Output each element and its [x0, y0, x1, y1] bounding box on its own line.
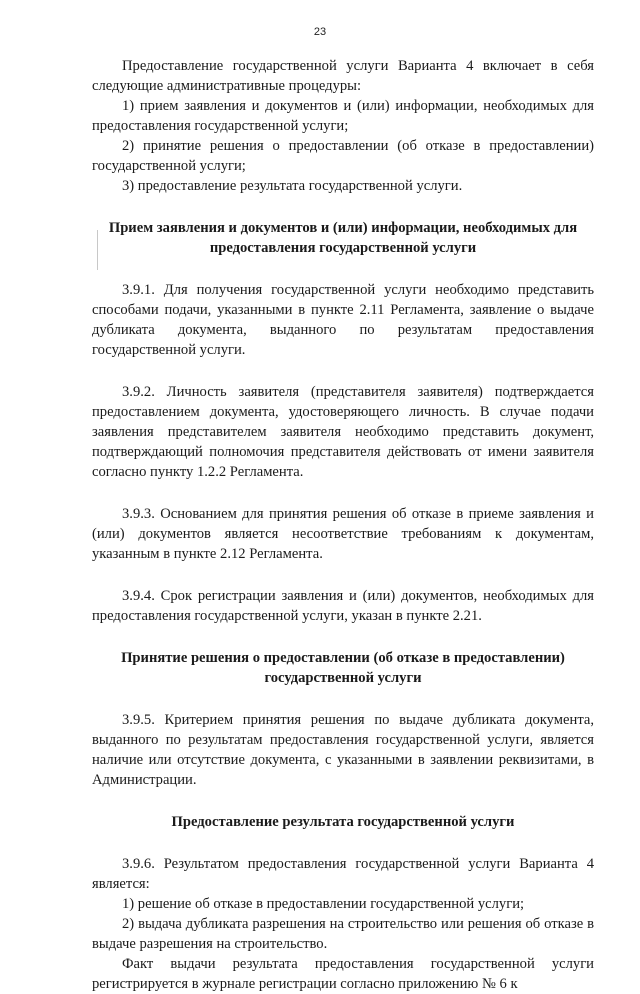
document-body — [92, 56, 594, 994]
intro-item-1: 1) прием заявления и документов и (или) информации, необходимых для предоставления государственной услуги; — [92, 98, 594, 134]
section-heading-decision: Принятие решения о предоставлении (об отказе в предоставлении) государственной услуги — [121, 650, 565, 686]
paragraph-3-9-5: 3.9.5. Критерием принятия решения по выдаче дубликата документа, выданного по результатам предоставления государственной услуги, является наличие или отсутствие документа, с указанными в заявлении реквизитами, в Администрации. — [92, 712, 594, 788]
result-item-2: 2) выдача дубликата разрешения на строительство или решения об отказе в выдаче разрешения на строительство. — [92, 916, 594, 952]
result-item-1: 1) решение об отказе в предоставлении государственной услуги; — [122, 896, 525, 912]
intro-item-3: 3) предоставление результата государственной услуги. — [122, 178, 463, 194]
paragraph-3-9-3: 3.9.3. Основанием для принятия решения об отказе в приеме заявления и (или) документов является несоответствие требованиям к документам, указанным в пункте 2.12 Регламента. — [92, 506, 594, 562]
page-number: 23 — [313, 26, 327, 38]
paragraph-3-9-4: 3.9.4. Срок регистрации заявления и (или) документов, необходимых для предоставления государственной услуги, указан в пункте 2.21. — [92, 588, 594, 624]
section-heading-reception: Прием заявления и документов и (или) информации, необходимых для предоставления государственной услуги — [108, 220, 578, 256]
paragraph-3-9-1: 3.9.1. Для получения государственной услуги необходимо представить способами подачи, указанными в пункте 2.11 Регламента, заявление о выдаче дубликата документа, выданного по результатам предоставления государственной услуги. — [92, 282, 594, 358]
paragraph-3-9-6: 3.9.6. Результатом предоставления государственной услуги Варианта 4 является: — [92, 856, 594, 892]
intro-lead: Предоставление государственной услуги Варианта 4 включает в себя следующие административные процедуры: — [92, 58, 594, 94]
intro-item-2: 2) принятие решения о предоставлении (об отказе в предоставлении) государственной услуги; — [92, 138, 594, 174]
section-heading-result: Предоставление результата государственной услуги — [171, 814, 515, 830]
paragraph-3-9-2: 3.9.2. Личность заявителя (представителя заявителя) подтверждается предоставлением документа, удостоверяющего личность. В случае подачи заявления представителем заявителя необходимо представить документ, подтверждающий полномочия представителя действовать от имени заявителя согласно пункту 1.2.2 Регламента. — [92, 384, 594, 480]
result-closing: Факт выдачи результата предоставления государственной услуги регистрируется в журнале регистрации согласно приложению № 6 к — [92, 956, 594, 992]
